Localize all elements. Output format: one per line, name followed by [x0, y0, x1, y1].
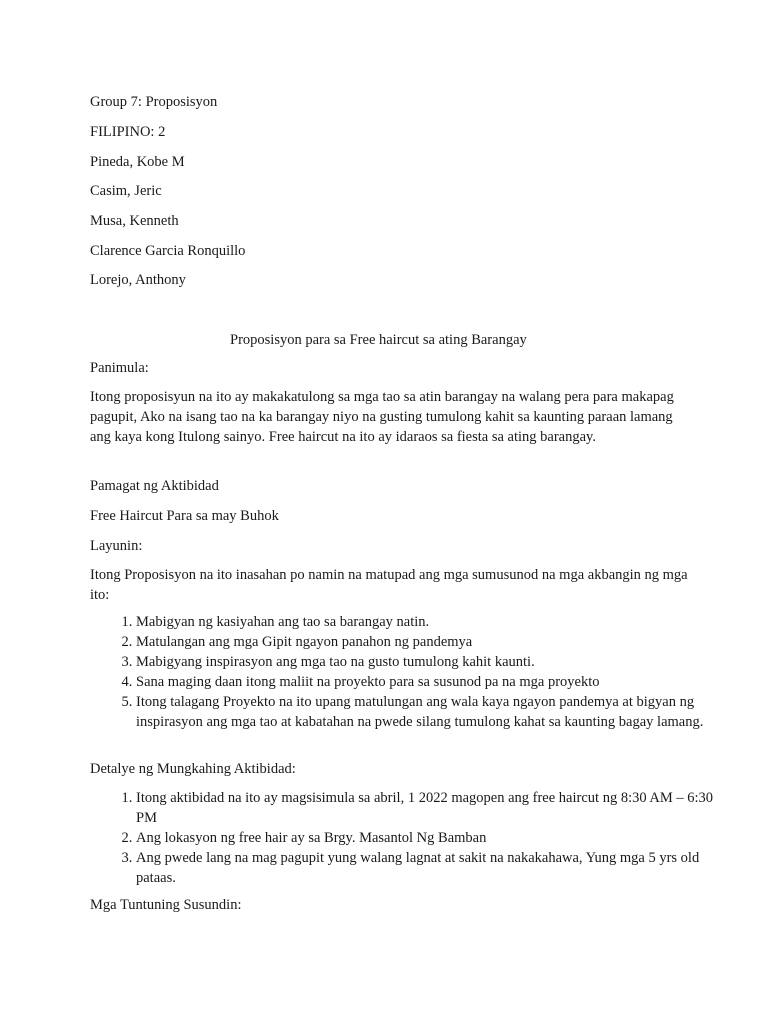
- member-name: Musa, Kenneth: [90, 213, 179, 229]
- detalye-list: [90, 788, 736, 888]
- list-item: 2. Matulangan ang mga Gipit ngayon panahon ng pandemya: [136, 632, 736, 652]
- pamagat-heading: Pamagat ng Aktibidad: [90, 478, 219, 494]
- list-item: 1. Mabigyan ng kasiyahan ang tao sa barangay natin.: [136, 612, 736, 632]
- document-title: Proposisyon para sa Free haircut sa ating Barangay: [230, 332, 527, 348]
- pamagat-text: Free Haircut Para sa may Buhok: [90, 508, 279, 524]
- member-name: Pineda, Kobe M: [90, 154, 185, 170]
- layunin-list: [90, 612, 736, 732]
- member-name: Lorejo, Anthony: [90, 272, 186, 288]
- subject-label: FILIPINO: 2: [90, 124, 166, 140]
- detalye-heading: Detalye ng Mungkahing Aktibidad:: [90, 761, 296, 777]
- layunin-intro: Itong Proposisyon na ito inasahan po namin na matupad ang mga sumusunod na mga akbangin ng mga ito:: [90, 567, 688, 603]
- panimula-heading: Panimula:: [90, 360, 149, 376]
- tuntunin-heading: Mga Tuntuning Susundin:: [90, 897, 242, 913]
- list-item: 5. Itong talagang Proyekto na ito upang matulungan ang wala kaya ngayon pandemya at bigyan ng inspirasyon ang mga tao at kabatahan na pwede silang tumulong kahat sa kaunting bagay lamang.: [136, 692, 736, 732]
- list-item: 1. Itong aktibidad na ito ay magsisimula sa abril, 1 2022 magopen ang free haircut ng 8:30 AM – 6:30 PM: [136, 788, 736, 828]
- list-item: 3. Ang pwede lang na mag pagupit yung walang lagnat at sakit na nakakahawa, Yung mga 5 yrs old pataas.: [136, 848, 736, 888]
- list-item: 2. Ang lokasyon ng free hair ay sa Brgy. Masantol Ng Bamban: [136, 828, 736, 848]
- panimula-text: Itong proposisyun na ito ay makakatulong sa mga tao sa atin barangay na walang pera para makapag pagupit, Ako na isang tao na ka barangay niyo na gusting tumulong kahit sa kaunting paraan lamang ang kaya kong Itulong sainyo. Free haircut na ito ay idaraos sa fiesta sa ating barangay.: [90, 389, 674, 445]
- layunin-heading: Layunin:: [90, 538, 143, 554]
- member-name: Casim, Jeric: [90, 183, 162, 199]
- group-label: Group 7: Proposisyon: [90, 94, 218, 110]
- list-item: 4. Sana maging daan itong maliit na proyekto para sa susunod pa na mga proyekto: [136, 672, 736, 692]
- list-item: 3. Mabigyang inspirasyon ang mga tao na gusto tumulong kahit kaunti.: [136, 652, 736, 672]
- member-name: Clarence Garcia Ronquillo: [90, 243, 246, 259]
